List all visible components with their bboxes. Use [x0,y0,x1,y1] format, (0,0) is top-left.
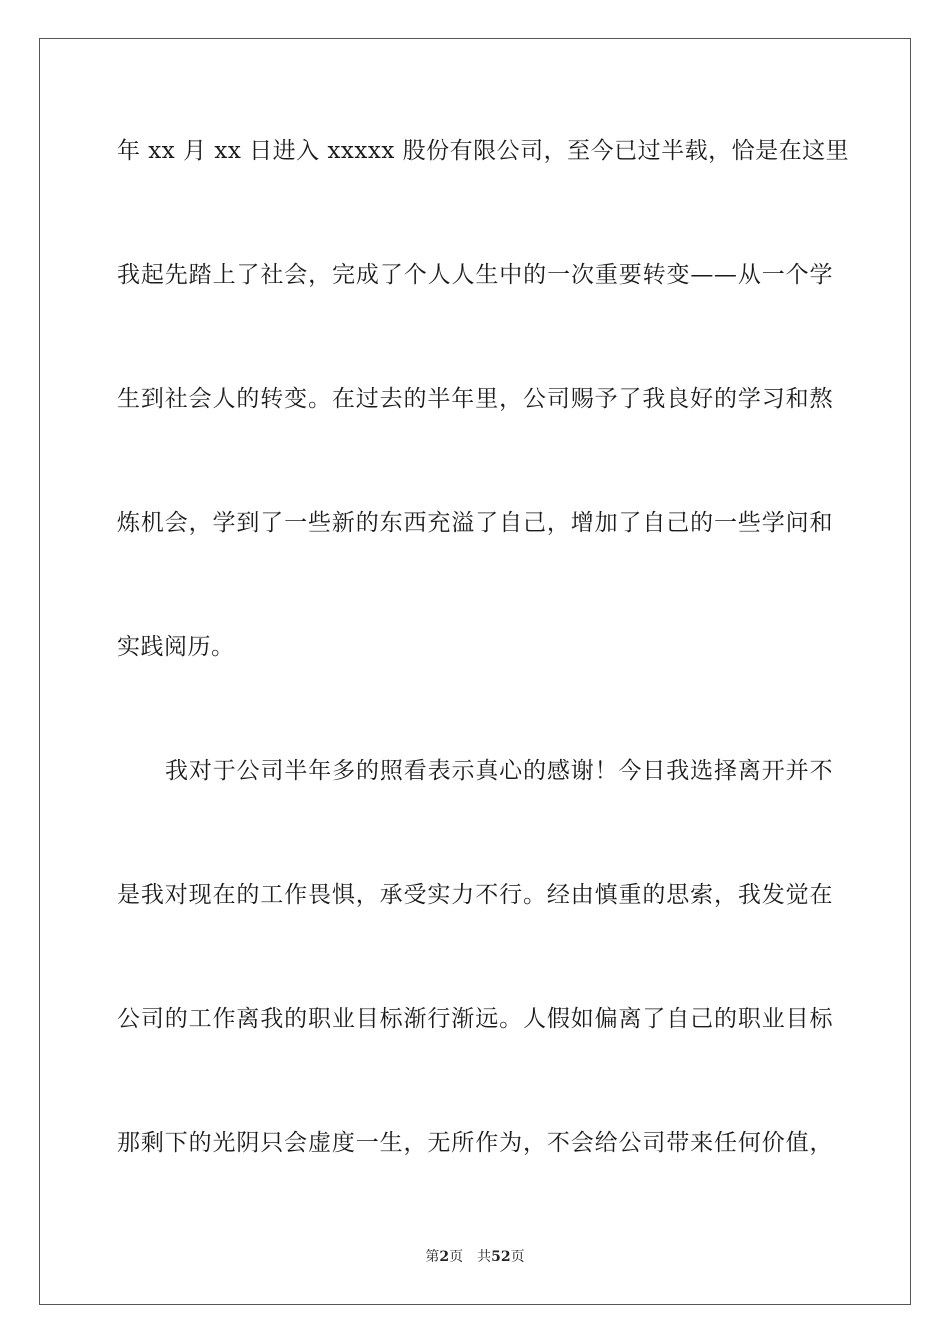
total-suffix: 页 [510,1249,525,1265]
page-prefix: 第 [425,1249,440,1265]
text-line-1: 年 xx 月 xx 日进入 xxxxx 股份有限公司，至今已过半载，恰是在这里 [117,138,850,164]
total-pages: 52 [491,1249,511,1265]
page-suffix: 页 [449,1249,464,1265]
paragraph-2-line-1: 我对于公司半年多的照看表示真心的感谢！今日我选择离开并不 [165,758,833,784]
page-border [39,38,911,1305]
text-line-5: 实践阅历。 [117,634,235,660]
total-prefix: 共 [477,1249,492,1265]
text-line-2: 我起先踏上了社会，完成了个人人生中的一次重要转变——从一个学 [117,262,833,288]
text-line-3: 生到社会人的转变。在过去的半年里，公司赐予了我良好的学习和熬 [117,386,833,412]
text-line-7: 是我对现在的工作畏惧，承受实力不行。经由慎重的思索，我发觉在 [117,882,833,908]
text-line-8: 公司的工作离我的职业目标渐行渐远。人假如偏离了自己的职业目标 [117,1006,833,1032]
page-footer [0,1247,950,1267]
text-line-4: 炼机会，学到了一些新的东西充溢了自己，增加了自己的一些学问和 [117,510,833,536]
text-line-9: 那剩下的光阴只会虚度一生，无所作为，不会给公司带来任何价值， [117,1130,833,1156]
page-number: 2 [439,1249,450,1265]
